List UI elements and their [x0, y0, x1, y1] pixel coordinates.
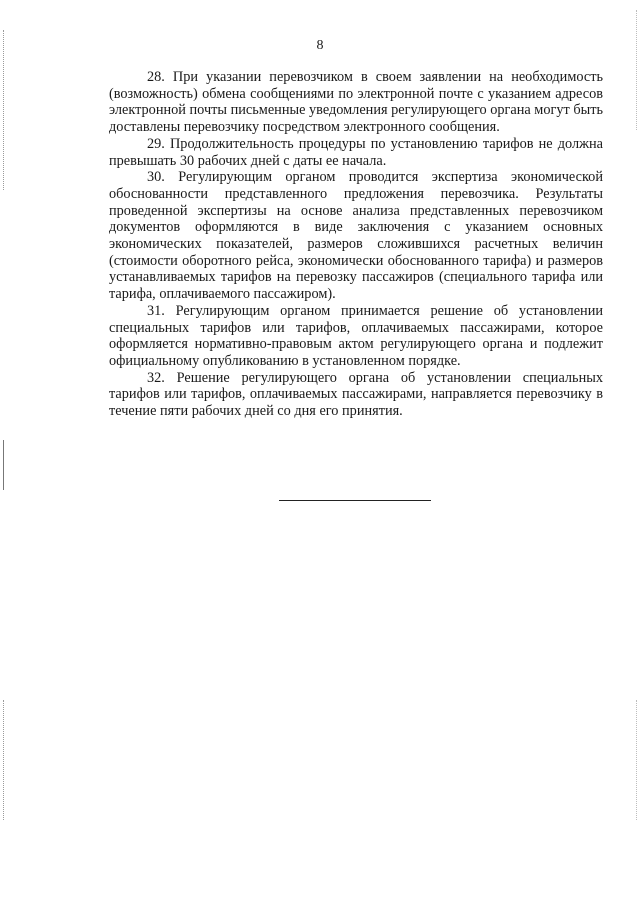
scan-edge-mark: [636, 10, 637, 130]
page-number: 8: [316, 38, 324, 53]
paragraph-28: 28. При указании перевозчиком в своем заявлении на необходимость (возможность) обмена сообщениями по электронной почте с указанием адресов электронной почты письменные уведомления регулирующего органа могут быть доставлены перевозчику посредством электронного сообщения.: [109, 69, 603, 136]
scan-edge-mark: [3, 440, 4, 490]
paragraph-30: 30. Регулирующим органом проводится экспертиза экономической обоснованности представленного предложения перевозчика. Результаты проведенной экспертизы на основе анализа представленных перевозчиком документов оформляются в виде заключения с указанием основных экономических показателей, размеров сложившихся расчетных величин (стоимости оборотного рейса, экономически обоснованного тарифа) и размеров устанавливаемых тарифов на перевозку пассажиров (специального тарифа или тарифа, оплачиваемого пассажиром).: [109, 169, 603, 303]
end-of-document-rule: [279, 500, 431, 501]
document-body: [109, 69, 603, 420]
scan-edge-mark: [3, 700, 4, 820]
scan-edge-mark: [636, 700, 637, 820]
paragraph-31: 31. Регулирующим органом принимается решение об установлении специальных тарифов или тарифов, оплачиваемых пассажирами, которое оформляется нормативно-правовым актом регулирующего органа и подлежит официальному опубликованию в установленном порядке.: [109, 302, 603, 369]
paragraph-32: 32. Решение регулирующего органа об установлении специальных тарифов или тарифов, оплачиваемых пассажирами, направляется перевозчику в течение пяти рабочих дней со дня его принятия.: [109, 369, 603, 420]
paragraph-29: 29. Продолжительность процедуры по установлению тарифов не должна превышать 30 рабочих дней с даты ее начала.: [109, 135, 603, 169]
scan-edge-mark: [3, 30, 4, 190]
